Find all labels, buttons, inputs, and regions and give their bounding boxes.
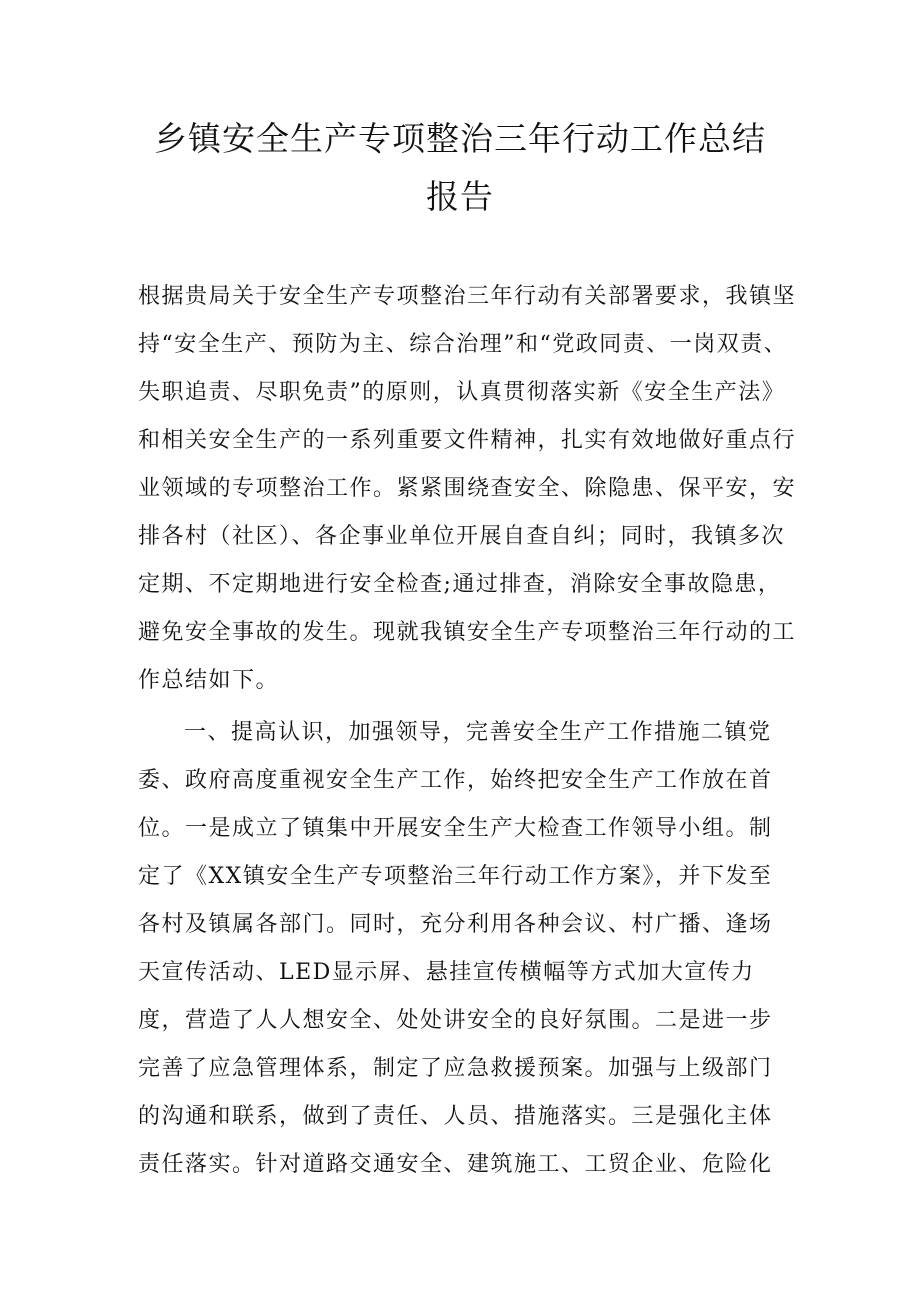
paragraph-line: 业领域的专项整治工作。紧紧围绕查安全、除隐患、保平安，安 xyxy=(138,476,797,501)
paragraph-intro xyxy=(138,273,808,705)
paragraph-line: 责任落实。针对道路交通安全、建筑施工、工贸企业、危险化 xyxy=(138,1152,773,1177)
paragraph-line: 避免安全事故的发生。现就我镇安全生产专项整治三年行动的工 xyxy=(138,620,797,645)
paragraph-line: 作总结如下。 xyxy=(138,668,280,693)
paragraph-line: 的沟通和联系，做到了责任、人员、措施落实。三是强化主体 xyxy=(138,1104,773,1129)
paragraph-line: 持“安全生产、预防为主、综合治理”和“党政同责、一岗双责、 xyxy=(138,332,788,357)
paragraph-line: 天宣传活动、LED显示屏、悬挂宣传横幅等方式加大宣传力 xyxy=(138,960,755,985)
paragraph-line: 和相关安全生产的一系列重要文件精神，扎实有效地做好重点行 xyxy=(138,428,797,453)
paragraph-line: 委、政府高度重视安全生产工作，始终把安全生产工作放在首 xyxy=(138,768,773,793)
document-title-line-1: 乡镇安全生产专项整治三年行动工作总结 xyxy=(154,119,766,158)
paragraph-line: 完善了应急管理体系，制定了应急救援预案。加强与上级部门 xyxy=(138,1056,773,1081)
paragraph-line: 根据贵局关于安全生产专项整治三年行动有关部署要求，我镇坚 xyxy=(138,284,797,309)
paragraph-line: 定了《XX镇安全生产专项整治三年行动工作方案》，并下发至 xyxy=(138,864,773,889)
document-title-line-2: 报告 xyxy=(426,177,494,216)
paragraph-line: 位。一是成立了镇集中开展安全生产大检查工作领导小组。制 xyxy=(138,816,773,841)
paragraph-line: 失职追责、尽职免责”的原则，认真贯彻落实新《安全生产法》 xyxy=(138,380,786,405)
paragraph-line: 各村及镇属各部门。同时，充分利用各种会议、村广播、逢场 xyxy=(138,912,773,937)
paragraph-line: 度，营造了人人想安全、处处讲安全的良好氛围。二是进一步 xyxy=(138,1008,773,1033)
paragraph-section-1 xyxy=(138,709,808,1189)
paragraph-line: 一、提高认识，加强领导，完善安全生产工作措施二镇党 xyxy=(184,720,772,745)
paragraph-line: 定期、不定期地进行安全检查;通过排查，消除安全事故隐患， xyxy=(138,572,782,597)
paragraph-line: 排各村（社区）、各企事业单位开展自查自纠；同时，我镇多次 xyxy=(138,524,786,549)
